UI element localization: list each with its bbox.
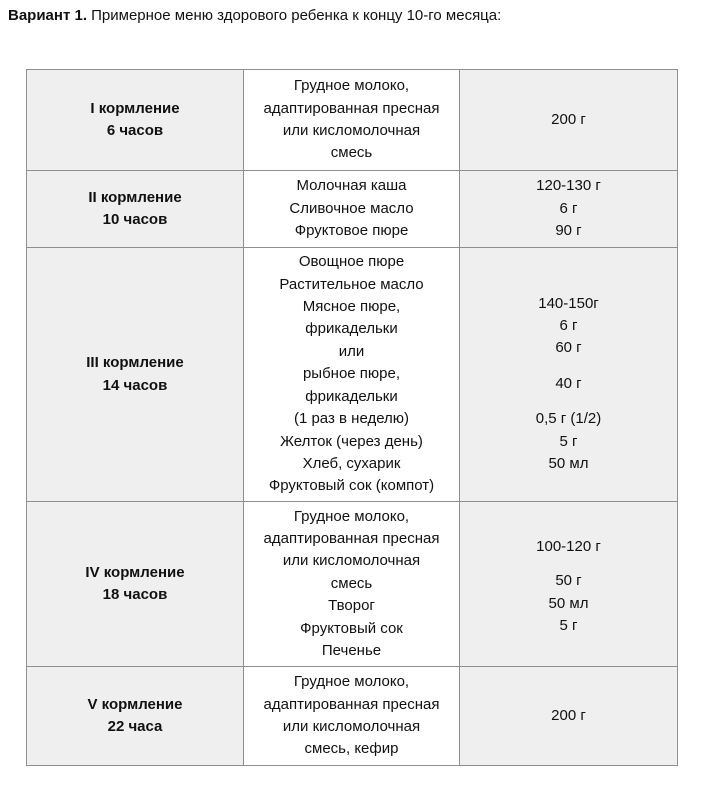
amounts-cell [460,248,678,502]
feeding-label: I кормление [90,99,180,117]
table-row [27,171,678,248]
feeding-label: V кормление [87,695,183,713]
feeding-time: 14 часов [102,376,168,394]
table-row [27,248,678,502]
food-item: Грудное молоко, [293,673,410,691]
foods-cell [244,667,460,766]
food-item: адаптированная пресная [263,99,440,117]
amount-item: 90 г [555,222,582,240]
food-item: или кисломолочная [282,718,421,735]
amount-item: 140-150г [538,294,599,312]
food-item: смесь, кефир [304,740,399,758]
food-item: или [338,342,365,360]
feeding-menu-table [26,69,678,766]
amount-item: 200 г [551,110,586,128]
amount-item: 5 г [559,616,578,634]
foods-cell [244,171,460,248]
food-item: Грудное молоко, [293,507,410,525]
food-item: адаптированная пресная [263,529,440,547]
foods-cell [244,502,460,667]
feeding-time: 6 часов [106,122,164,139]
amount-item: 100-120 г [536,537,601,555]
food-item: Фруктовый сок [300,619,403,637]
spacer [460,360,677,373]
amounts-cell [460,171,678,248]
feeding-time: 18 часов [102,586,168,603]
spacer [460,558,677,570]
heading-variant-label: Вариант 1. [8,7,87,24]
food-item: Желток (через день) [280,432,423,450]
amount-item: 60 г [555,339,582,357]
food-item: или кисломолочная [282,122,421,139]
feeding-time-cell [27,502,244,667]
amount-item: 200 г [551,706,586,724]
amounts-cell [460,667,678,766]
amount-item: 50 мл [548,594,589,612]
feeding-time-cell [27,248,244,502]
feeding-time-cell [27,667,244,766]
food-item: фрикадельки [305,387,398,405]
food-item: смесь [330,574,373,592]
heading-text: Примерное меню здорового ребенка к концу 10-го месяца: [86,7,502,24]
amount-item: 6 г [559,316,578,334]
food-item: рыбное пюре, [302,365,401,383]
food-item: Творог [328,597,375,615]
foods-cell [244,70,460,171]
table-row [27,667,678,766]
feeding-label: IV кормление [85,563,185,581]
food-item: Фруктовый сок (компот) [268,477,435,495]
amount-item: 5 г [559,432,578,450]
page-heading [8,6,501,26]
amount-item: 0,5 г (1/2) [535,410,602,428]
table-row [27,70,678,171]
food-item: Хлеб, сухарик [302,454,401,472]
feeding-time-cell [27,171,244,248]
food-item: Молочная каша [296,177,407,195]
feeding-time: 22 часа [107,718,163,735]
food-item: адаптированная пресная [263,695,440,713]
feeding-time: 10 часов [102,211,168,228]
food-item: Печенье [321,642,382,660]
amount-item: 50 мл [548,455,589,473]
food-item: смесь [330,144,373,162]
food-item: или кисломолочная [282,552,421,570]
amount-item: 40 г [555,374,582,392]
feeding-time-cell [27,70,244,171]
food-item: Грудное молоко, [293,77,410,95]
spacer [460,395,677,408]
amount-item: 6 г [559,199,578,217]
feeding-label: II кормление [88,188,182,206]
food-item: (1 раз в неделю) [293,410,410,428]
amounts-cell [460,502,678,667]
amounts-cell [460,70,678,171]
food-item: Фруктовое пюре [294,222,409,240]
food-item: фрикадельки [305,320,398,338]
food-item: Овощное пюре [298,253,405,271]
feeding-label: III кормление [86,354,184,372]
amount-item: 120-130 г [536,177,601,195]
food-item: Мясное пюре, [302,298,401,316]
food-item: Растительное масло [279,275,424,293]
table-row [27,502,678,667]
foods-cell [244,248,460,502]
food-item: Сливочное масло [289,199,414,217]
amount-item: 50 г [555,572,582,590]
